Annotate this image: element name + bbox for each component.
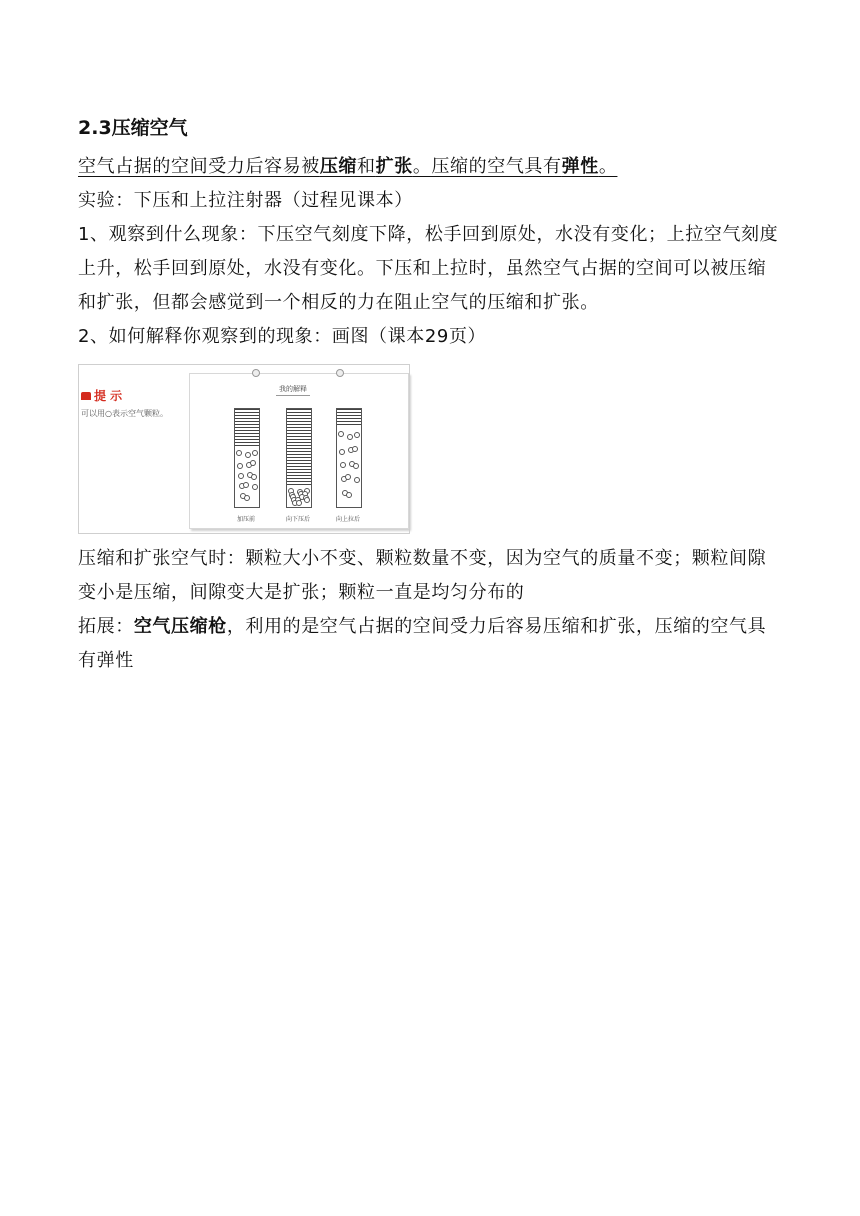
- piston: [337, 409, 361, 427]
- extension-prefix: 拓展：: [78, 616, 134, 637]
- section-heading: 2.3压缩空气: [78, 117, 188, 139]
- air-particle: [237, 463, 243, 469]
- drawing-panel: [189, 373, 409, 529]
- question-1: 1、观察到什么现象：下压空气刻度下降，松手回到原处，水没有变化；上拉空气刻度上升，松手回到原处，水没有变化。下压和上拉时，虽然空气占据的空间可以被压缩和扩张，但都会感觉到一个相反的力在阻止空气的压缩和扩张。: [78, 224, 779, 313]
- experiment-line: 实验：下压和上拉注射器（过程见课本）: [78, 190, 413, 211]
- air-particle: [238, 473, 244, 479]
- air-particle: [251, 474, 257, 480]
- air-particle: [338, 431, 344, 437]
- air-particle: [252, 450, 258, 456]
- air-particle: [252, 484, 258, 490]
- air-particle: [340, 462, 346, 468]
- pin-icon: [336, 369, 344, 377]
- hint-heading: [81, 387, 189, 404]
- pin-icon: [252, 369, 260, 377]
- question-2: 2、如何解释你观察到的现象：画图（课本29页）: [78, 326, 487, 347]
- key-term-elasticity: 弹性: [561, 156, 599, 177]
- air-particle: [236, 450, 242, 456]
- piston: [287, 409, 311, 485]
- syringe-pulled: [336, 408, 362, 508]
- panel-title: 我的解释: [276, 384, 310, 396]
- air-particle: [339, 449, 345, 455]
- key-sentence-part2: 和: [357, 156, 376, 177]
- air-particle: [354, 432, 360, 438]
- hint-box-icon: [81, 392, 91, 400]
- hint-title: 提 示: [94, 389, 123, 403]
- key-sentence-part3: 。压缩的空气具有: [412, 156, 562, 177]
- hint-box: [81, 387, 189, 419]
- air-particle: [250, 460, 256, 466]
- tube-label-before: 加压前: [236, 516, 255, 523]
- document-body: [78, 110, 784, 678]
- air-particle: [354, 477, 360, 483]
- air-particle: [353, 463, 359, 469]
- conclusion: 压缩和扩张空气时：颗粒大小不变、颗粒数量不变，因为空气的质量不变；颗粒间隙变小是压缩，间隙变大是扩张；颗粒一直是均匀分布的: [78, 548, 767, 603]
- air-particle: [243, 482, 249, 488]
- key-term-compress: 压缩: [319, 156, 358, 177]
- extension-term: 空气压缩枪: [133, 616, 227, 637]
- key-sentence-part1: 空气占据的空间受力后容易被: [78, 156, 320, 177]
- air-particle: [245, 452, 251, 458]
- explanation-figure: [78, 364, 410, 534]
- piston: [235, 409, 259, 446]
- air-particle: [304, 497, 310, 503]
- tube-label-pressed: 向下压后: [285, 516, 310, 523]
- key-term-expand: 扩张: [375, 156, 413, 177]
- air-particle: [346, 492, 352, 498]
- syringe-pressed: [286, 408, 312, 508]
- syringe-before: [234, 408, 260, 508]
- key-sentence-part4: 。: [598, 156, 618, 177]
- hint-text: 可以用○表示空气颗粒。: [81, 409, 168, 418]
- air-particle: [347, 434, 353, 440]
- tube-label-pulled: 向上拉后: [335, 516, 360, 523]
- air-particle: [296, 500, 302, 506]
- air-particle: [244, 495, 250, 501]
- air-particle: [352, 446, 358, 452]
- key-sentence: [78, 150, 784, 184]
- air-particle: [345, 474, 351, 480]
- extension: [78, 610, 784, 678]
- extension-rest: ，利用的是空气占据的空间受力后容易压缩和扩张，压缩的空气具有弹性: [78, 616, 767, 671]
